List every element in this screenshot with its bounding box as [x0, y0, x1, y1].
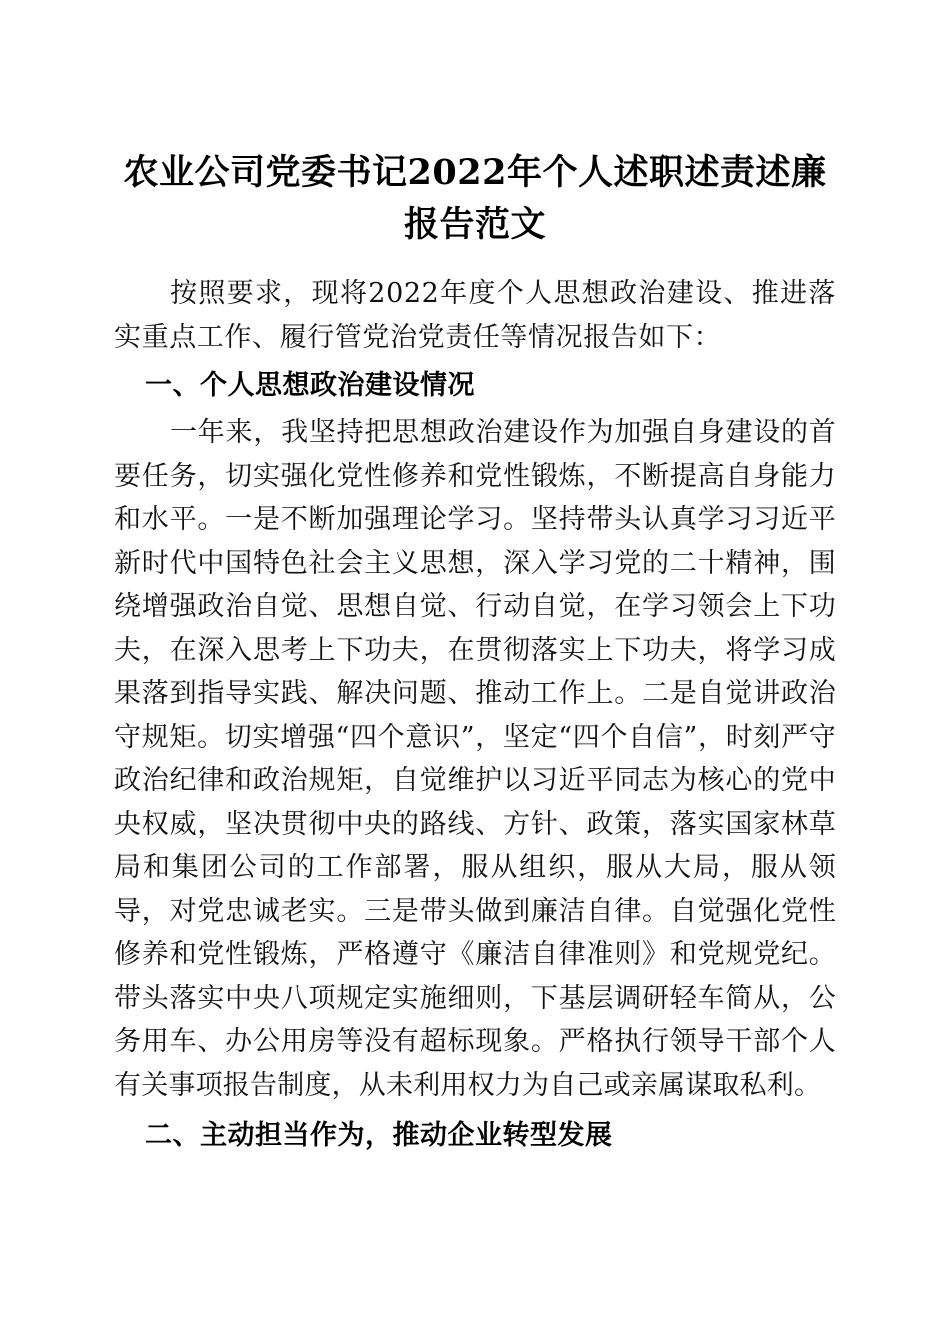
section-heading-one: 一、个人思想政治建设情况 [145, 370, 475, 400]
page-title: 农业公司党委书记2022年个人述职述责述廉报告范文 [123, 152, 827, 246]
document-body [114, 272, 836, 1159]
section-heading-two: 二、主动担当作为，推动企业转型发展 [145, 1120, 613, 1150]
paragraph-section-one-body: 一年来，我坚持把思想政治建设作为加强自身建设的首要任务，切实强化党性修养和党性锻炼，不断提高自身能力和水平。一是不断加强理论学习。坚持带头认真学习习近平新时代中国特色社会主义思想，深入学习党的二十精神，围绕增强政治自觉、思想自觉、行动自觉，在学习领会上下功夫，在深入思考上下功夫，在贯彻落实上下功夫，将学习成果落到指导实践、解决问题、推动工作上。二是自觉讲政治守规矩。切实增强“四个意识”，坚定“四个自信”，时刻严守政治纪律和政治规矩，自觉维护以习近平同志为核心的党中央权威，坚决贯彻中央的路线、方针、政策，落实国家林草局和集团公司的工作部署，服从组织，服从大局，服从领导，对党忠诚老实。三是带头做到廉洁自律。自觉强化党性修养和党性锻炼，严格遵守《廉洁自律准则》和党规党纪。带头落实中央八项规定实施细则，下基层调研轻车简从，公务用车、办公用房等没有超标现象。严格执行领导干部个人有关事项报告制度，从未利用权力为自己或亲属谋取私利。 [114, 417, 836, 1101]
paragraph-intro: 按照要求，现将2022年度个人思想政治建设、推进落实重点工作、履行管党治党责任等情况报告如下： [114, 278, 836, 353]
